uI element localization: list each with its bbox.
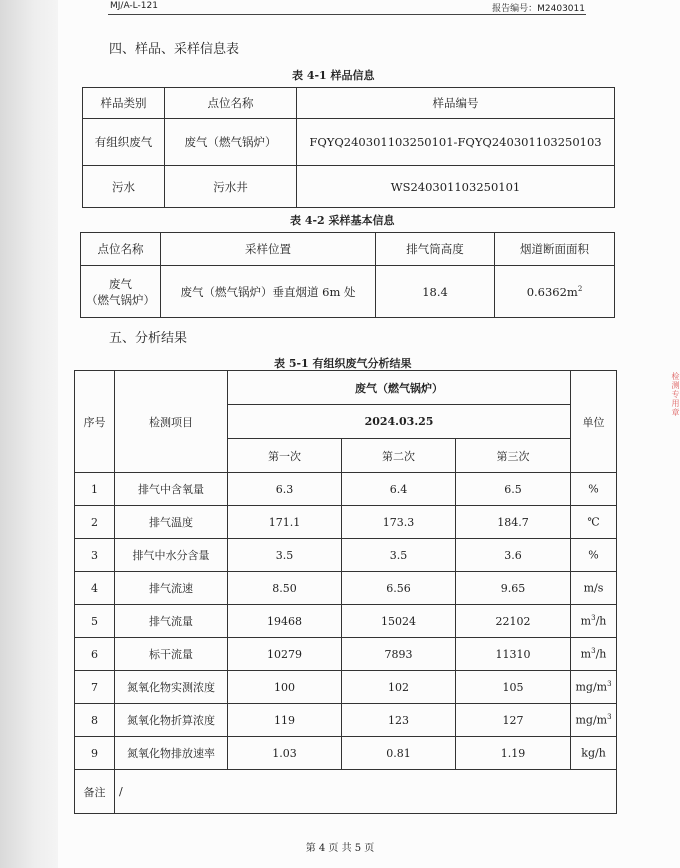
unit-cell bbox=[571, 704, 617, 737]
unit-text: ℃ bbox=[587, 515, 600, 529]
value-cell: 100 bbox=[228, 671, 342, 704]
value-cell: 127 bbox=[456, 704, 571, 737]
value-cell: 184.7 bbox=[456, 506, 571, 539]
item-header: 检测项目 bbox=[115, 371, 228, 473]
seq-cell: 9 bbox=[75, 737, 115, 770]
unit-cell bbox=[571, 506, 617, 539]
area-value: 0.6362m bbox=[526, 284, 578, 299]
value-cell: 19468 bbox=[228, 605, 342, 638]
value-cell: 1.19 bbox=[456, 737, 571, 770]
cell: 有组织废气 bbox=[83, 119, 165, 166]
seq-cell: 4 bbox=[75, 572, 115, 605]
item-cell: 氮氧化物实测浓度 bbox=[115, 671, 228, 704]
run-header: 第二次 bbox=[342, 439, 456, 473]
seq-cell: 2 bbox=[75, 506, 115, 539]
header-cell: 采样位置 bbox=[161, 233, 376, 266]
header-cell: 烟道断面面积 bbox=[495, 233, 615, 266]
item-cell: 标干流量 bbox=[115, 638, 228, 671]
cell: 废气（燃气锅炉）垂直烟道 6m 处 bbox=[161, 266, 376, 318]
seq-cell: 1 bbox=[75, 473, 115, 506]
table-row bbox=[75, 704, 617, 737]
unit-text: mg/m bbox=[575, 713, 608, 727]
seq-cell: 5 bbox=[75, 605, 115, 638]
item-cell: 排气温度 bbox=[115, 506, 228, 539]
table-row bbox=[75, 539, 617, 572]
seq-cell: 3 bbox=[75, 539, 115, 572]
item-cell: 排气流量 bbox=[115, 605, 228, 638]
cell bbox=[81, 266, 161, 318]
seq-cell: 7 bbox=[75, 671, 115, 704]
value-cell: 6.3 bbox=[228, 473, 342, 506]
item-cell: 排气流速 bbox=[115, 572, 228, 605]
report-number: 报告编号：M2403011 bbox=[492, 4, 585, 14]
value-cell: 171.1 bbox=[228, 506, 342, 539]
doc-code: MJ/A-L-121 bbox=[110, 1, 158, 11]
remark-value: / bbox=[115, 770, 617, 814]
value-cell: 9.65 bbox=[456, 572, 571, 605]
page-footer: 第 4 页 共 5 页 bbox=[305, 843, 375, 854]
seq-cell: 8 bbox=[75, 704, 115, 737]
item-cell: 排气中含氧量 bbox=[115, 473, 228, 506]
value-cell: 6.56 bbox=[342, 572, 456, 605]
value-cell: 8.50 bbox=[228, 572, 342, 605]
unit-tail: /h bbox=[595, 647, 607, 661]
date-header: 2024.03.25 bbox=[228, 405, 571, 439]
unit-text: mg/m bbox=[575, 680, 608, 694]
value-cell: 105 bbox=[456, 671, 571, 704]
value-cell: 10279 bbox=[228, 638, 342, 671]
value-cell: 22102 bbox=[456, 605, 571, 638]
table-4-2 bbox=[80, 232, 615, 318]
table-4-1 bbox=[82, 87, 615, 208]
unit-header: 单位 bbox=[571, 371, 617, 473]
unit-cell bbox=[571, 638, 617, 671]
header-cell: 点位名称 bbox=[165, 88, 297, 119]
cell bbox=[495, 266, 615, 318]
scan-edge-shadow bbox=[0, 0, 58, 868]
value-cell: 3.6 bbox=[456, 539, 571, 572]
table-row bbox=[75, 506, 617, 539]
table-4-1-caption: 表 4-1 样品信息 bbox=[292, 69, 375, 82]
cell: WS240301103250101 bbox=[297, 166, 615, 208]
unit-superscript: 3 bbox=[591, 614, 596, 623]
cell: FQYQ240301103250101-FQYQ240301103250103 bbox=[297, 119, 615, 166]
table-4-2-caption: 表 4-2 采样基本信息 bbox=[290, 214, 395, 227]
table-5-1 bbox=[74, 370, 617, 814]
value-cell: 15024 bbox=[342, 605, 456, 638]
table-row bbox=[75, 638, 617, 671]
unit-cell bbox=[571, 539, 617, 572]
seq-cell: 6 bbox=[75, 638, 115, 671]
table-5-1-caption: 表 5-1 有组织废气分析结果 bbox=[274, 357, 412, 370]
table-row bbox=[75, 737, 617, 770]
value-cell: 6.5 bbox=[456, 473, 571, 506]
remark-label: 备注 bbox=[75, 770, 115, 814]
seq-header: 序号 bbox=[75, 371, 115, 473]
unit-text: m bbox=[580, 614, 592, 628]
table-row bbox=[75, 605, 617, 638]
unit-text: kg/h bbox=[581, 746, 606, 760]
unit-cell bbox=[571, 572, 617, 605]
cell: 18.4 bbox=[376, 266, 495, 318]
value-cell: 6.4 bbox=[342, 473, 456, 506]
cell: 污水井 bbox=[165, 166, 297, 208]
value-cell: 102 bbox=[342, 671, 456, 704]
value-cell: 0.81 bbox=[342, 737, 456, 770]
table-row bbox=[75, 572, 617, 605]
red-seal-stamp: 检测专用章 bbox=[671, 372, 680, 417]
area-superscript: 2 bbox=[577, 284, 583, 293]
value-cell: 173.3 bbox=[342, 506, 456, 539]
header-cell: 排气筒高度 bbox=[376, 233, 495, 266]
item-cell: 排气中水分含量 bbox=[115, 539, 228, 572]
source-header: 废气（燃气锅炉） bbox=[228, 371, 571, 405]
value-cell: 119 bbox=[228, 704, 342, 737]
section-4-title: 四、样品、采样信息表 bbox=[109, 42, 240, 57]
unit-text: m bbox=[580, 647, 592, 661]
table-row bbox=[75, 473, 617, 506]
point-line-1: 废气 bbox=[109, 276, 132, 291]
unit-text: m/s bbox=[583, 581, 604, 595]
unit-superscript: 3 bbox=[607, 713, 612, 722]
table-row bbox=[75, 671, 617, 704]
unit-cell bbox=[571, 737, 617, 770]
unit-text: % bbox=[588, 482, 599, 496]
cell: 污水 bbox=[83, 166, 165, 208]
item-cell: 氮氧化物折算浓度 bbox=[115, 704, 228, 737]
unit-superscript: 3 bbox=[591, 647, 596, 656]
value-cell: 1.03 bbox=[228, 737, 342, 770]
unit-cell bbox=[571, 473, 617, 506]
value-cell: 7893 bbox=[342, 638, 456, 671]
value-cell: 3.5 bbox=[228, 539, 342, 572]
header-cell: 样品类别 bbox=[83, 88, 165, 119]
item-cell: 氮氧化物排放速率 bbox=[115, 737, 228, 770]
run-header: 第三次 bbox=[456, 439, 571, 473]
unit-superscript: 3 bbox=[607, 680, 612, 689]
value-cell: 3.5 bbox=[342, 539, 456, 572]
unit-tail: /h bbox=[595, 614, 607, 628]
unit-cell bbox=[571, 605, 617, 638]
section-5-title: 五、分析结果 bbox=[109, 331, 188, 346]
header-divider bbox=[108, 14, 586, 15]
header-cell: 点位名称 bbox=[81, 233, 161, 266]
run-header: 第一次 bbox=[228, 439, 342, 473]
value-cell: 123 bbox=[342, 704, 456, 737]
cell: 废气（燃气锅炉） bbox=[165, 119, 297, 166]
value-cell: 11310 bbox=[456, 638, 571, 671]
unit-cell bbox=[571, 671, 617, 704]
unit-text: % bbox=[588, 548, 599, 562]
header-cell: 样品编号 bbox=[297, 88, 615, 119]
point-line-2: （燃气锅炉） bbox=[86, 292, 155, 307]
